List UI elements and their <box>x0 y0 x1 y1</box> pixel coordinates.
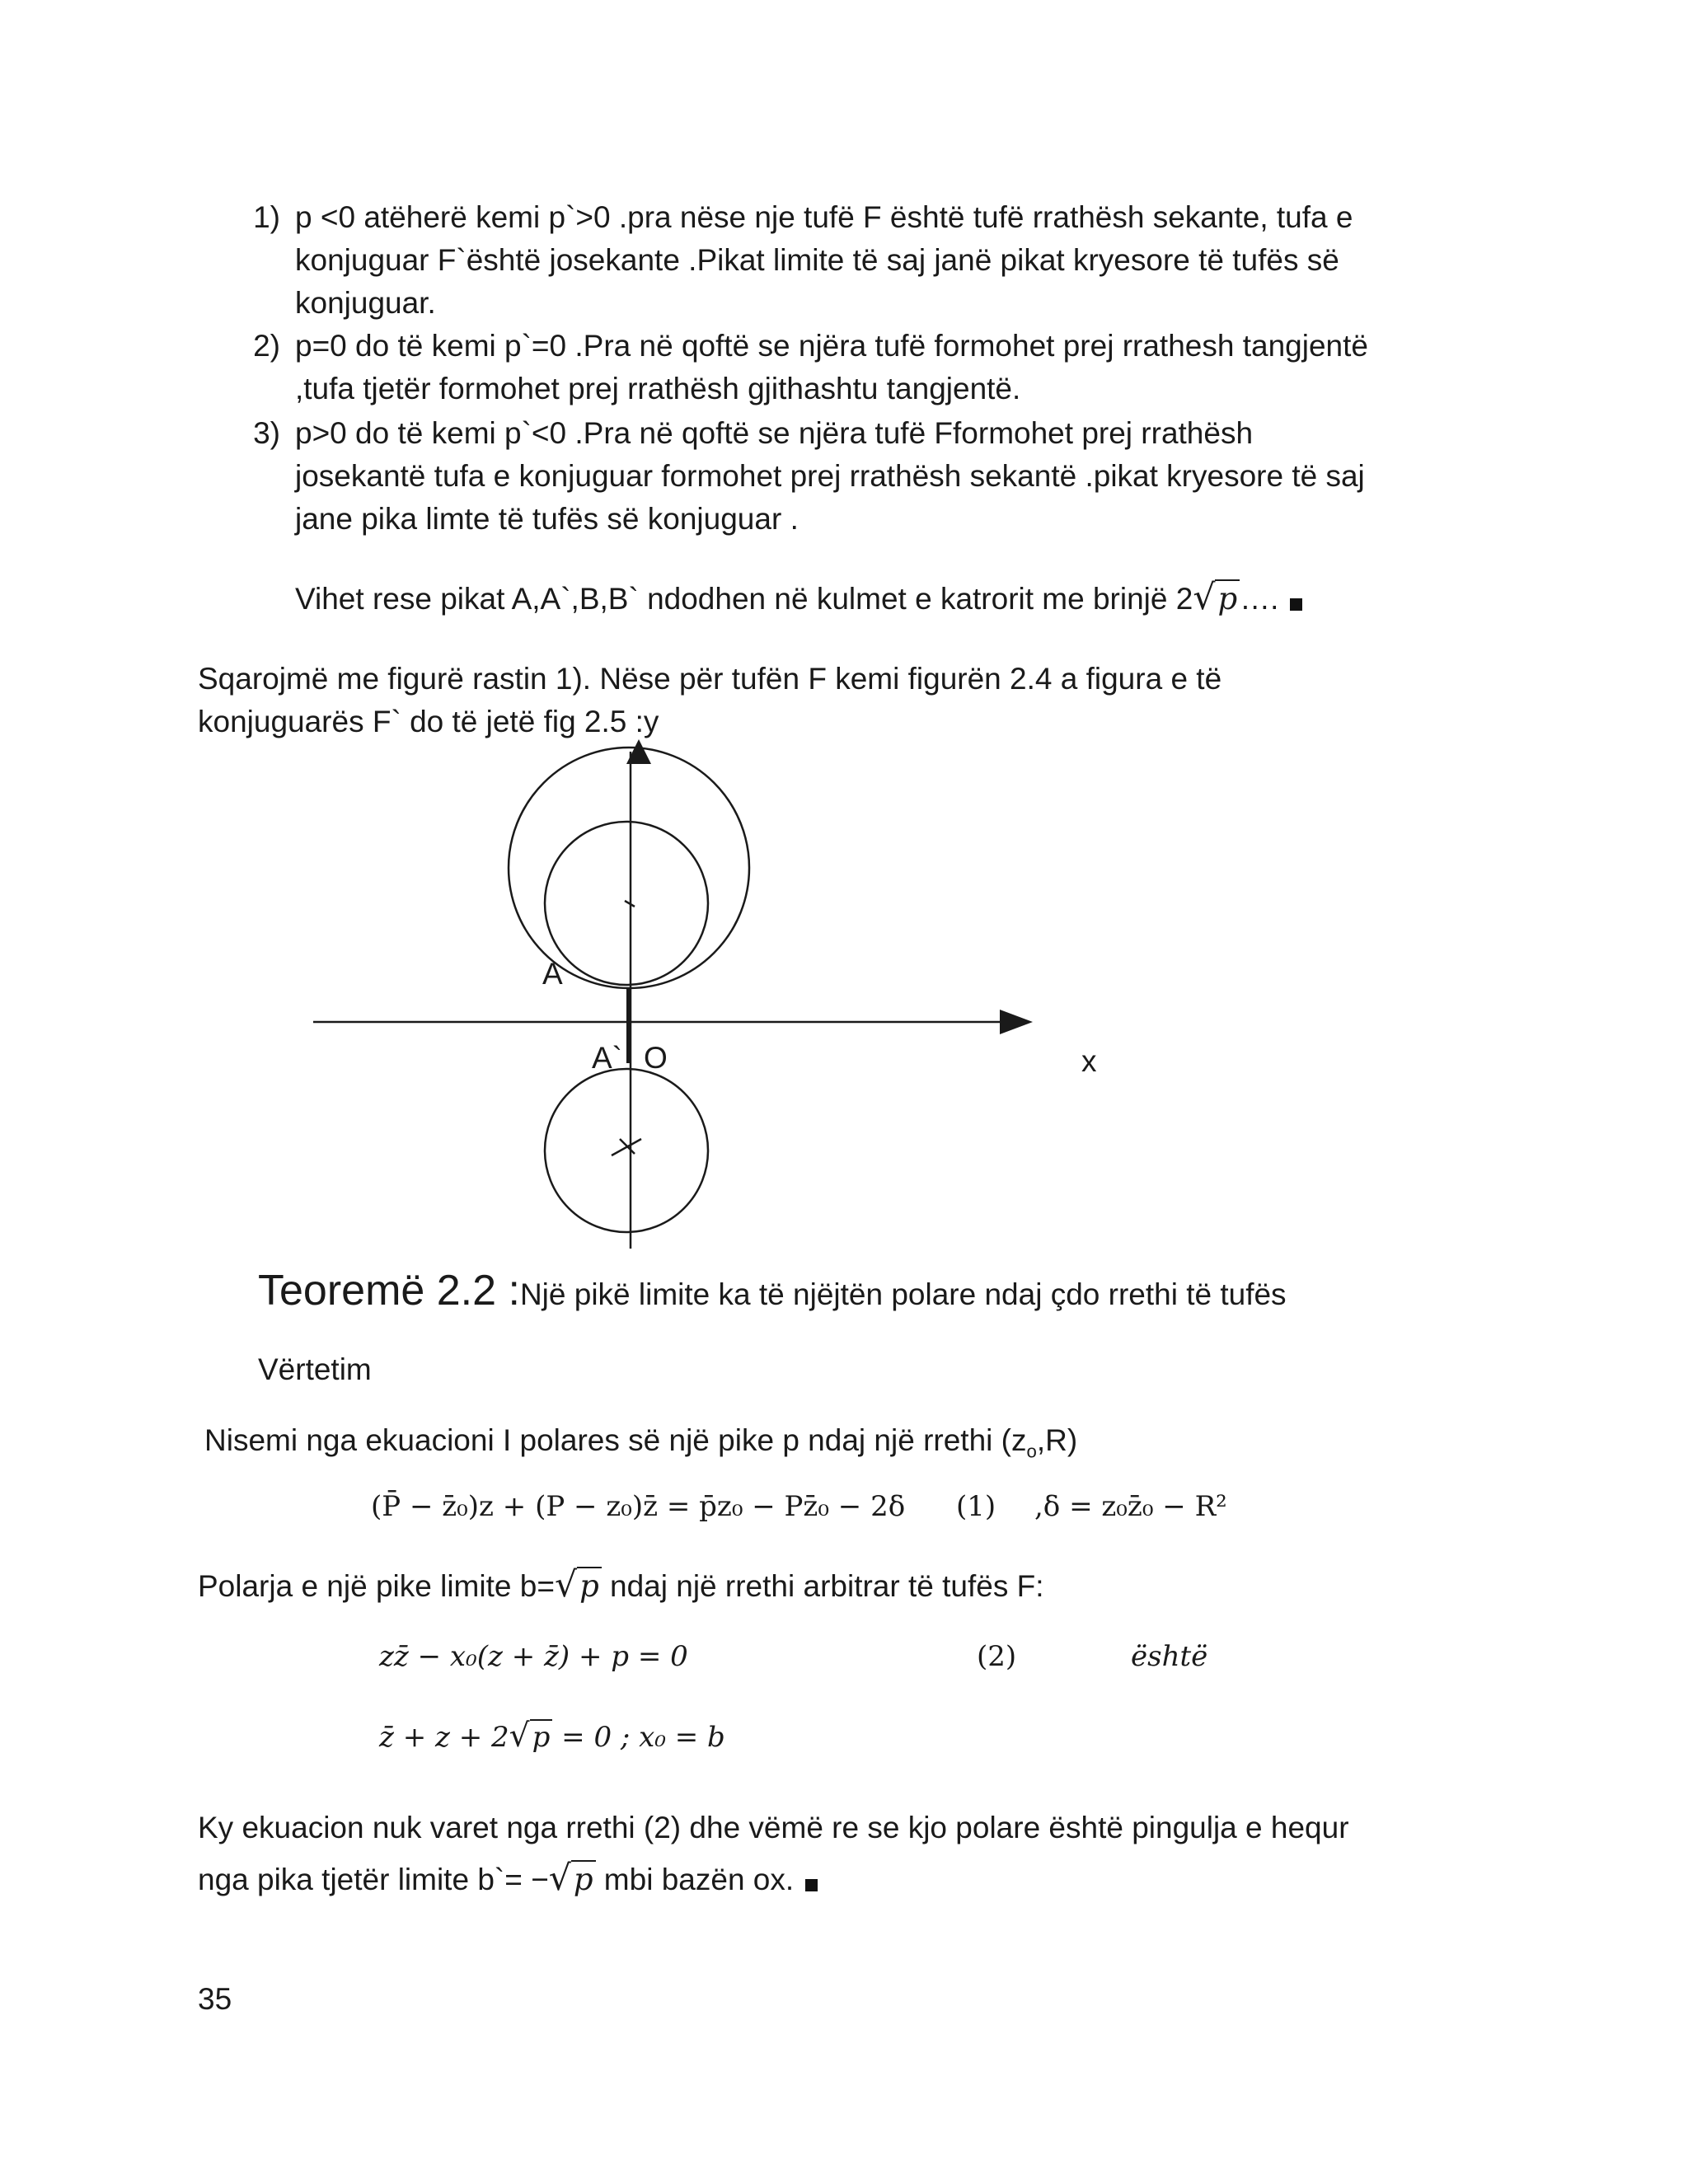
list-line: p <0 atëherë kemi p`>0 .pra nëse nje tufë F është tufë rrathësh sekante, tufa e <box>295 200 1353 234</box>
nisemi-text: Nisemi nga ekuacioni I polares së një pike p ndaj një rrethi (z <box>204 1423 1027 1457</box>
list-line: konjuguar. <box>295 286 436 320</box>
list-line: p>0 do të kemi p`<0 .Pra në qoftë se njëra tufë Fformohet prej rrathësh <box>295 416 1254 450</box>
paragraph-line: Ky ekuacion nuk varet nga rrethi (2) dhe vëmë re se kjo polare është pingulja e hequr <box>198 1811 1349 1844</box>
ellipsis: …. <box>1240 582 1279 616</box>
theorem-statement: Një pikë limite ka të njëjtën polare ndaj çdo rrethi të tufës <box>519 1277 1287 1311</box>
vihet-text: Vihet rese pikat A,A`,B,B` ndodhen në kulmet e katrorit me brinjë 2 <box>295 582 1193 616</box>
ky-text: nga pika tjetër limite b`= − <box>198 1863 549 1896</box>
equation-2-number: (2) <box>977 1640 1017 1673</box>
list-line: jane pika limte të tufës së konjuguar . <box>295 502 799 536</box>
equation-1-delta: ,δ = z₀z̄₀ − R² <box>1034 1490 1227 1523</box>
list-number: 1) <box>253 200 280 234</box>
polarja-text: Polarja e një pike limite b= <box>198 1569 555 1603</box>
radicand: p <box>1215 579 1240 616</box>
radicand: p <box>577 1567 602 1604</box>
list-number: 3) <box>253 416 280 450</box>
equation-3 <box>379 1718 725 1755</box>
list-line: josekantë tufa e konjuguar formohet prej rrathësh sekantë .pikat kryesore të saj <box>295 459 1365 493</box>
label-origin: O <box>644 1041 668 1075</box>
subscript: o <box>1026 1441 1037 1462</box>
sqrt-expression: √p <box>1193 577 1240 621</box>
equation-1-lhs: (P̄ − z̄₀)z + (P − z₀)z̄ = p̄z₀ − Pz̄₀ − 2δ <box>371 1490 906 1523</box>
theorem <box>258 1264 1287 1328</box>
sqrt-expression: √p <box>555 1564 602 1608</box>
sqrt-expression: √p <box>549 1858 596 1901</box>
label-a: A <box>542 957 563 991</box>
list-line: ,tufa tjetër formohet prej rrathësh gjithashtu tangjentë. <box>295 372 1021 405</box>
center-cross-mark <box>612 1139 641 1155</box>
equation-1-number: (1) <box>956 1490 996 1523</box>
nisemi-tail: ,R) <box>1036 1423 1078 1457</box>
equation-2: zz̄ − x₀(z + z̄) + p = 0 <box>379 1640 688 1673</box>
lower-circle <box>545 1069 708 1232</box>
label-a-prime: A` <box>592 1041 622 1075</box>
paragraph-line: Sqarojmë me figurë rastin 1). Nëse për tufën F kemi figurën 2.4 a figura e të <box>198 662 1222 696</box>
sqrt-expression: √p <box>509 1718 553 1755</box>
proof-heading: Vërtetim <box>258 1352 372 1386</box>
radicand: p <box>571 1860 596 1897</box>
theorem-heading: Teoremë 2.2 : <box>258 1267 520 1315</box>
label-x-axis: x <box>1081 1044 1097 1078</box>
qed-square-icon <box>805 1879 818 1891</box>
nisemi-paragraph <box>204 1419 1077 1473</box>
radicand: p <box>530 1719 553 1754</box>
list-line: p=0 do të kemi p`=0 .Pra në qoftë se njëra tufë formohet prej rrathesh tangjentë <box>295 329 1368 363</box>
equation-1 <box>371 1490 905 1523</box>
polarja-paragraph <box>198 1564 1044 1608</box>
page-number: 35 <box>198 1982 232 2016</box>
list-number: 2) <box>253 329 280 363</box>
equation-2-word: është <box>1131 1640 1208 1673</box>
list-line: konjuguar F`është josekante .Pikat limite të saj janë pikat kryesore të tufës së <box>295 243 1339 277</box>
ky-last-line <box>198 1858 818 1901</box>
equation-3-lhs: z̄ + z + 2 <box>379 1721 509 1754</box>
small-upper-circle <box>545 822 708 985</box>
polarja-tail: ndaj një rrethi arbitrar të tufës F: <box>601 1569 1044 1603</box>
ky-tail: mbi bazën ox. <box>595 1863 795 1896</box>
paragraph-line: konjuguarës F` do të jetë fig 2.5 :y <box>198 705 659 738</box>
equation-3-rhs: = 0 ; x₀ = b <box>552 1721 725 1754</box>
